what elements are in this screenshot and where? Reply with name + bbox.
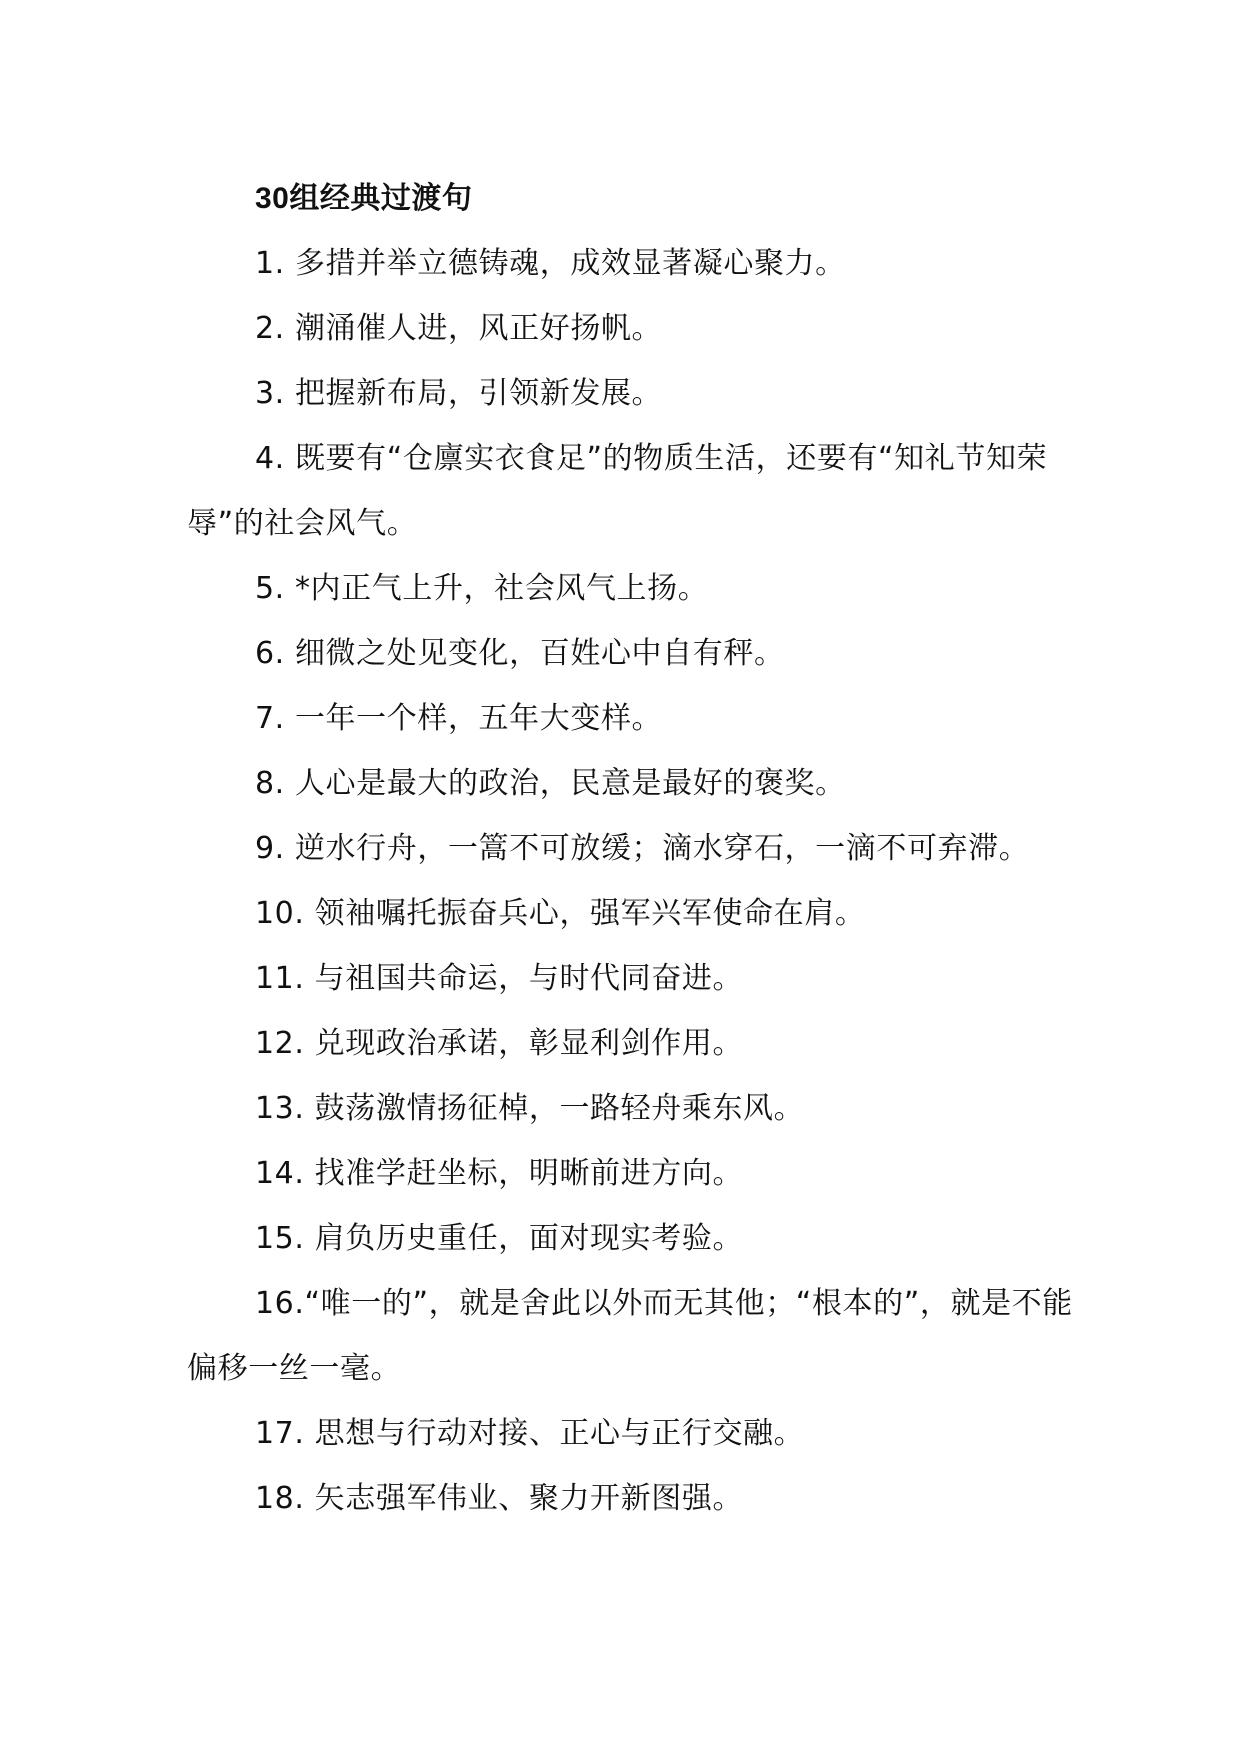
- list-item: 9. 逆水行舟，一篙不可放缓；滴水穿石，一滴不可弃滞。: [255, 831, 1030, 866]
- transition-sentence-list: [187, 231, 1087, 1531]
- list-item: 4. 既要有“仓廪实衣食足”的物质生活，还要有“知礼节知荣辱”的社会风气。: [187, 441, 1048, 541]
- list-item: 15. 肩负历史重任，面对现实考验。: [255, 1221, 744, 1256]
- list-item: 10. 领袖嘱托振奋兵心，强军兴军使命在肩。: [255, 896, 866, 931]
- list-item: 12. 兑现政治承诺，彰显利剑作用。: [255, 1026, 744, 1061]
- list-item: 13. 鼓荡激情扬征棹，一路轻舟乘东风。: [255, 1091, 805, 1126]
- list-item: 7. 一年一个样，五年大变样。: [255, 701, 663, 736]
- document-title: 30组经典过渡句: [255, 182, 473, 215]
- list-item: 6. 细微之处见变化，百姓心中自有秤。: [255, 636, 785, 671]
- document-body: [187, 166, 1087, 1531]
- list-item: 16.“唯一的”，就是舍此以外而无其他；“根本的”，就是不能偏移一丝一毫。: [187, 1286, 1073, 1386]
- list-item: 2. 潮涌催人进，风正好扬帆。: [255, 311, 663, 346]
- list-item: 18. 矢志强军伟业、聚力开新图强。: [255, 1481, 744, 1516]
- list-item: 3. 把握新布局，引领新发展。: [255, 376, 663, 411]
- list-item: 1. 多措并举立德铸魂，成效显著凝心聚力。: [255, 246, 846, 281]
- list-item: 8. 人心是最大的政治，民意是最好的褒奖。: [255, 766, 846, 801]
- list-item: 17. 思想与行动对接、正心与正行交融。: [255, 1416, 805, 1451]
- list-item: 11. 与祖国共命运，与时代同奋进。: [255, 961, 744, 996]
- list-item: 5. *内正气上升，社会风气上扬。: [255, 571, 709, 606]
- list-item: 14. 找准学赶坐标，明晰前进方向。: [255, 1156, 744, 1191]
